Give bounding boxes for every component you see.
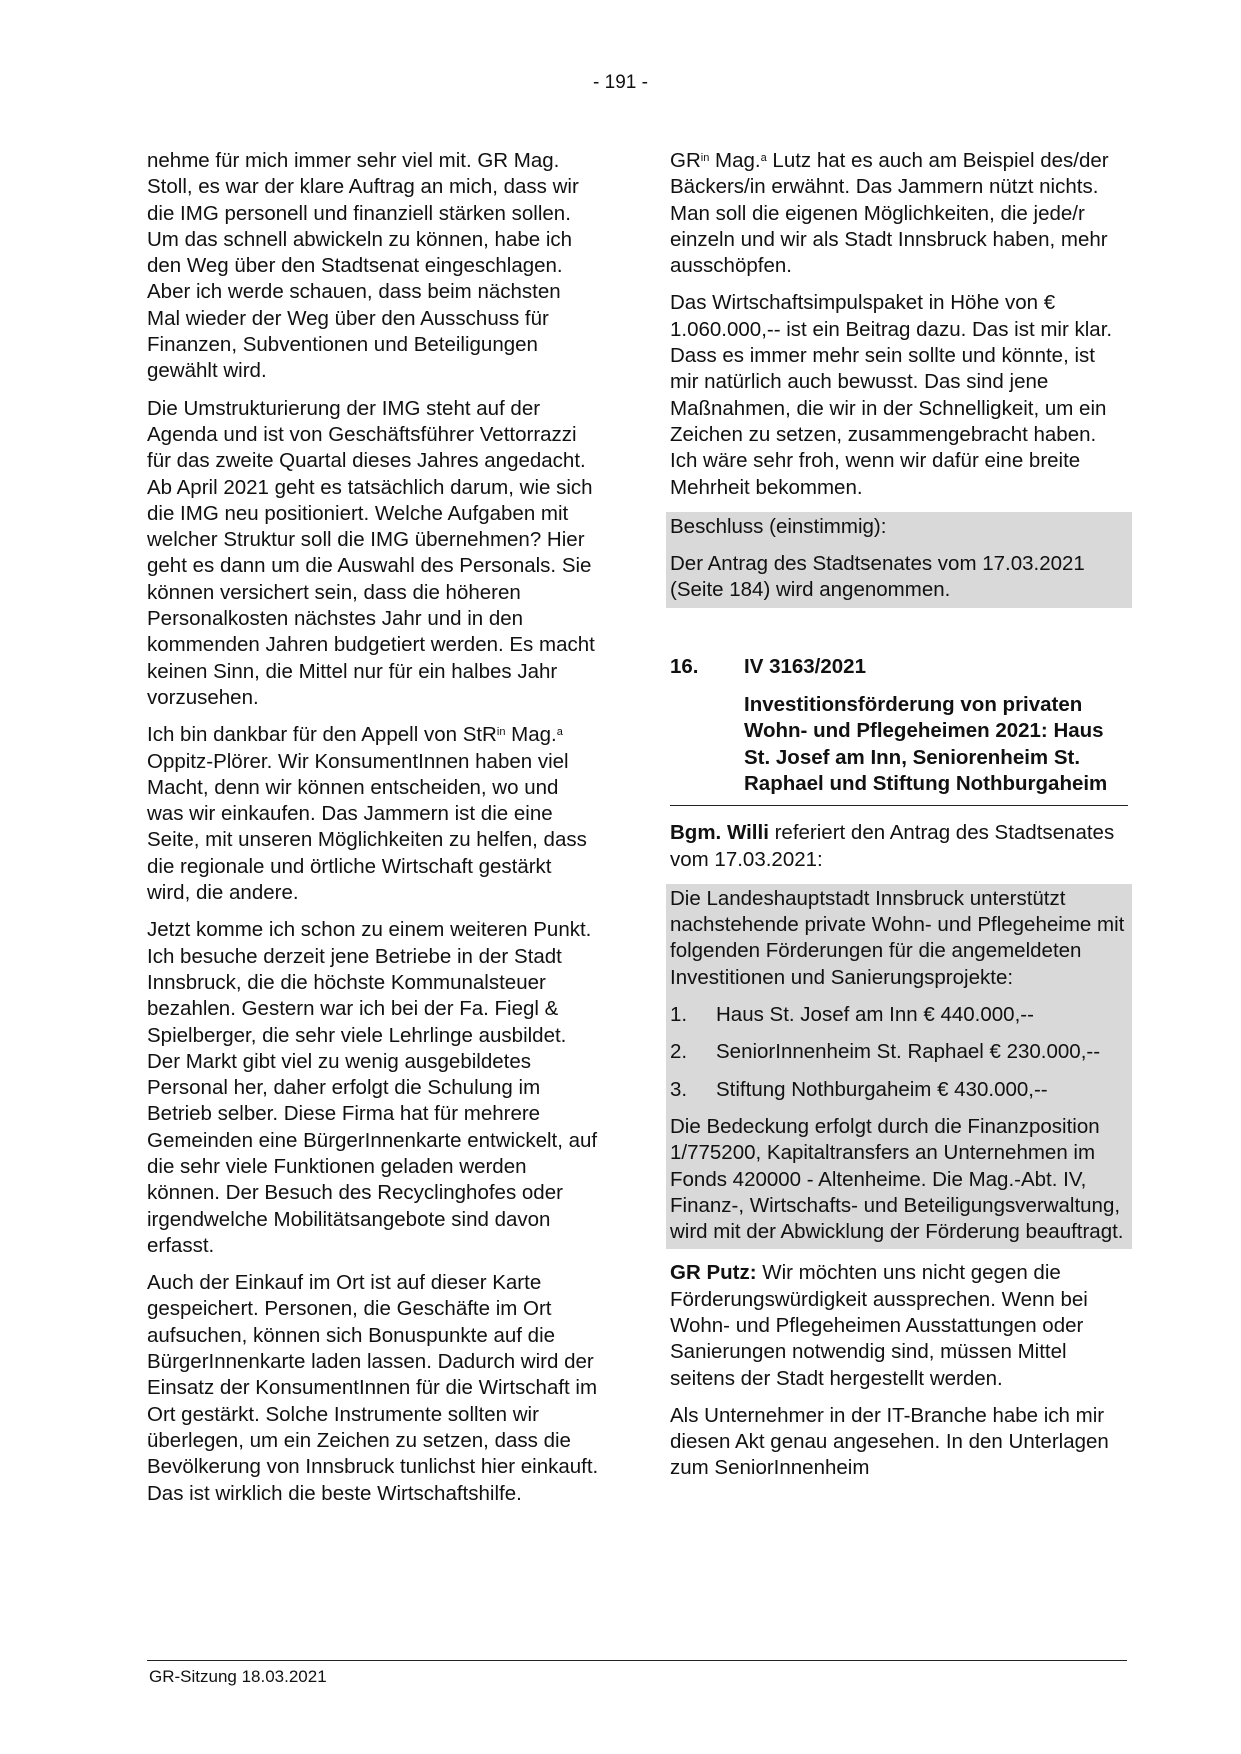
paragraph (147, 722, 599, 906)
paragraph: Die Umstrukturierung der IMG steht auf der Agenda und ist von Geschäftsführer Vettorrazzi für das zweite Quartal dieses Jahres angedacht. Ab April 2021 geht es tatsächlich darum, wie sich die IMG neu positioniert. Welche Aufgaben mit welcher Struktur soll die IMG übernehmen? Hier geht es dann um die Auswahl des Personals. Sie können versichert sein, dass die höheren Personalkosten nächstes Jahr und in den kommenden Jahren budgetiert werden. Es macht keinen Sinn, die Mittel nur für ein halbes Jahr vorzusehen. (147, 396, 595, 709)
resolution-block (666, 512, 1132, 608)
text-run: Mag. (709, 149, 761, 172)
speaker-name: GR Putz: (670, 1261, 757, 1285)
text-run: Wir möchten uns nicht gegen die Förderungswürdigkeit aussprechen. Wenn bei Wohn- und Pflegeheimen Ausstattungen oder Sanierungen notwendig sind, müssen Mittel seitens der Stadt hergestellt werden. (670, 1261, 1088, 1390)
text-run: Lutz hat es auch am Beispiel des/der Bäckers/in erwähnt. Das Jammern nützt nichts. Man soll die eigenen Möglichkeiten, die jede/r einzeln und wir als Stadt Innsbruck haben, mehr ausschöpfen. (670, 149, 1109, 278)
footer-text: GR-Sitzung 18.03.2021 (149, 1667, 327, 1686)
resolution-label: Beschluss (einstimmig): (670, 514, 887, 538)
list-number: 2. (670, 1040, 688, 1064)
text-run: Oppitz-Plörer. Wir KonsumentInnen haben viel Macht, denn wir können entscheiden, wo und was wir einkaufen. Das Jammern ist die eine Seite, mit unseren Möglichkeiten zu helfen, dass die regionale und örtliche Wirtschaft gestärkt wird, die andere. (147, 749, 587, 905)
paragraph (670, 148, 1128, 279)
paragraph (670, 820, 1128, 873)
paragraph: Das Wirtschaftsimpulspaket in Höhe von € 1.060.000,-- ist ein Beitrag dazu. Das ist mir klar. Dass es immer mehr sein sollte und könnte, ist mir natürlich auch bewusst. Das sind jene Maßnahmen, die wir in der Schnelligkeit, um ein Zeichen zu setzen, zusammengebracht haben. Ich wäre sehr froh, wenn wir dafür eine breite Mehrheit bekommen. (670, 291, 1113, 499)
agenda-heading (670, 654, 1128, 680)
list-number: 1. (670, 1003, 688, 1027)
agenda-code: IV 3163/2021 (744, 654, 866, 678)
agenda-number: 16. (670, 654, 699, 678)
list-number: 3. (670, 1077, 688, 1101)
agenda-divider (670, 805, 1128, 806)
motion-item (670, 1002, 1128, 1028)
page-number: - 191 - (593, 72, 648, 93)
motion-item (670, 1039, 1128, 1065)
motion-block (666, 884, 1132, 1250)
agenda-title: Investitionsförderung von privaten Wohn- und Pflegeheimen 2021: Haus St. Josef am Inn, Seniorenheim St. Raphael und Stiftung Nothburgaheim (744, 693, 1108, 795)
resolution-text: Der Antrag des Stadtsenates vom 17.03.2021 (Seite 184) wird angenommen. (670, 552, 1085, 602)
text-run: Mag. (505, 723, 557, 747)
text-run: Ich bin dankbar für den Appell von StR (147, 723, 497, 747)
right-column (670, 148, 1128, 1493)
speaker-name: Bgm. Willi (670, 821, 769, 845)
text-run: referiert den Antrag des Stadtsenates vom 17.03.2021: (670, 821, 1115, 871)
list-text: SeniorInnenheim St. Raphael € 230.000,-- (716, 1040, 1101, 1064)
superscript: in (496, 726, 506, 739)
list-text: Stiftung Nothburgaheim € 430.000,-- (716, 1077, 1048, 1101)
agenda-item (670, 654, 1128, 806)
superscript: a (556, 726, 563, 739)
motion-item (670, 1077, 1128, 1103)
paragraph (670, 1260, 1128, 1391)
paragraph: Jetzt komme ich schon zu einem weiteren Punkt. Ich besuche derzeit jene Betriebe in der Stadt Innsbruck, die die höchste Kommunalsteuer bezahlen. Gestern war ich bei der Fa. Fiegl & Spielberger, die sehr viele Lehrlinge ausbildet. Der Markt gibt viel zu wenig ausgebildetes Personal her, daher erfolgt die Schulung im Betrieb selber. Diese Firma hat für mehrere Gemeinden eine BürgerInnenkarte entwickelt, auf die sehr viele Funktionen geladen werden können. Der Besuch des Recyclinghofes oder irgendwelche Mobilitätsangebote sind davon erfasst. (147, 918, 598, 1257)
paragraph: Als Unternehmer in der IT-Branche habe ich mir diesen Akt genau angesehen. In den Unterlagen zum SeniorInnenheim (670, 1403, 1109, 1480)
footer-divider (147, 1660, 1127, 1661)
motion-intro: Die Landeshauptstadt Innsbruck unterstützt nachstehende private Wohn- und Pflegeheime mit folgenden Förderungen für die angemeldeten Investitionen und Sanierungsprojekte: (670, 886, 1125, 989)
motion-coverage: Die Bedeckung erfolgt durch die Finanzposition 1/775200, Kapitaltransfers an Unternehmen im Fonds 420000 - Altenheime. Die Mag.-Abt. IV, Finanz-, Wirtschafts- und Beteiligungsverwaltung, wird mit der Abwicklung der Förderung beauftragt. (670, 1114, 1124, 1244)
text-run: GR (670, 149, 701, 172)
paragraph: Auch der Einkauf im Ort ist auf dieser Karte gespeichert. Personen, die Geschäfte im Ort aufsuchen, können sich Bonuspunkte auf die BürgerInnenkarte laden lassen. Dadurch wird der Einsatz der KonsumentInnen für die Wirtschaft im Ort gestärkt. Solche Instrumente sollten wir überlegen, um ein Zeichen zu setzen, dass die Bevölkerung von Innsbruck tunlichst hier einkauft. Das ist wirklich die beste Wirtschaftshilfe. (147, 1271, 599, 1505)
left-column (147, 148, 599, 1518)
paragraph: nehme für mich immer sehr viel mit. GR Mag. Stoll, es war der klare Auftrag an mich, dass wir die IMG personell und finanziell stärken sollen. Um das schnell abwickeln zu können, habe ich den Weg über den Stadtsenat eingeschlagen. Aber ich werde schauen, dass beim nächsten Mal wieder der Weg über den Ausschuss für Finanzen, Subventionen und Beteiligungen gewählt wird. (147, 149, 579, 383)
superscript: a (760, 152, 767, 164)
superscript: in (700, 152, 710, 164)
list-text: Haus St. Josef am Inn € 440.000,-- (716, 1003, 1034, 1027)
